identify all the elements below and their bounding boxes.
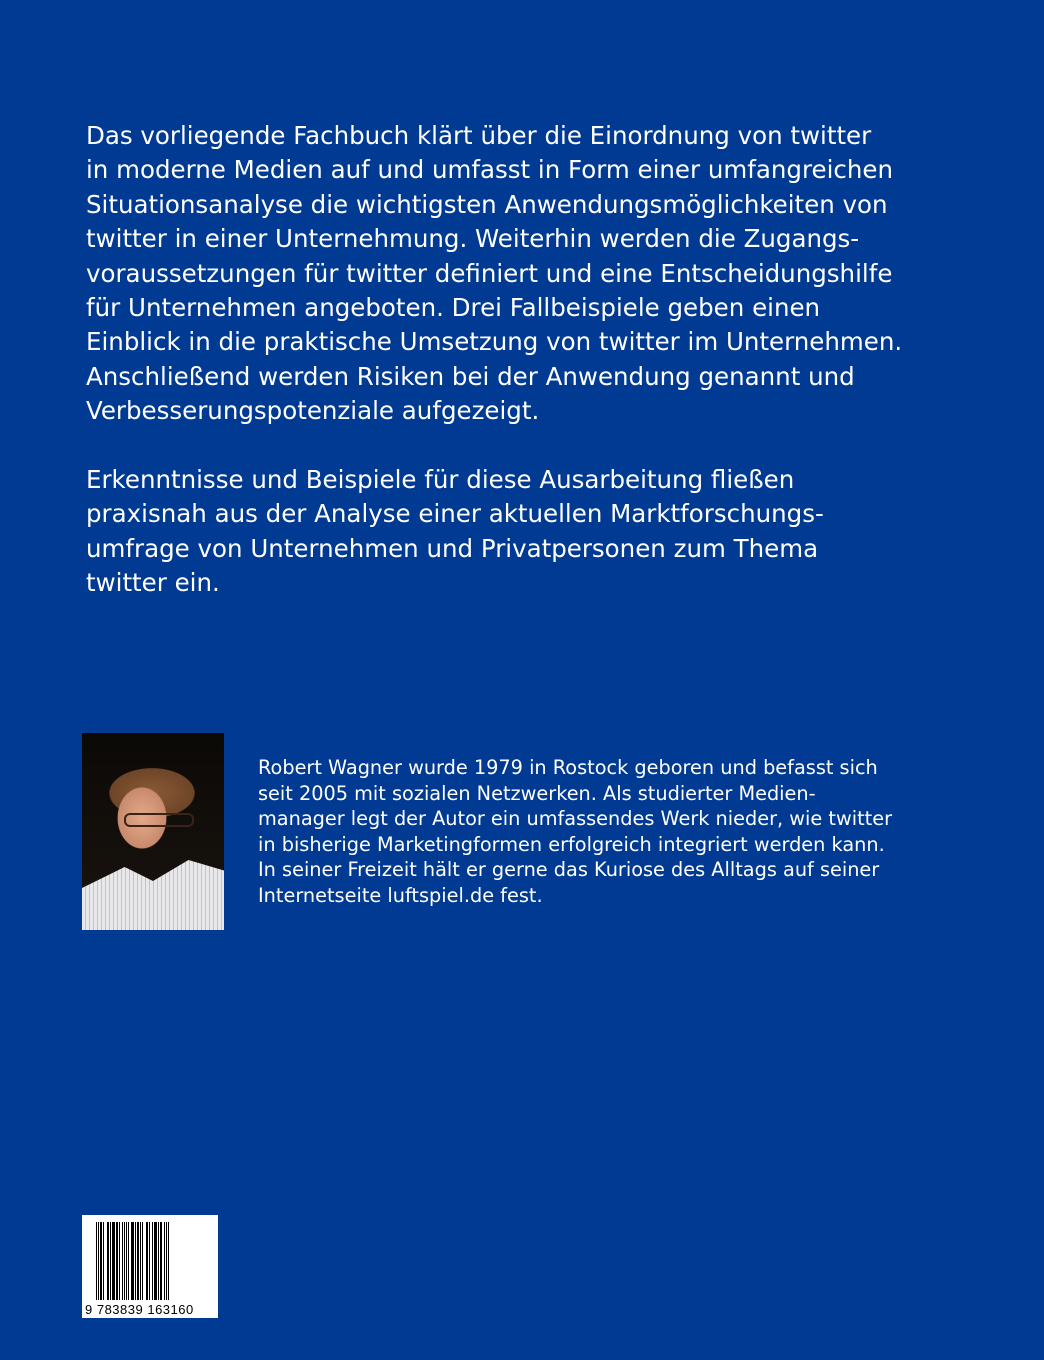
author-bio [258, 755, 892, 909]
text-line: seit 2005 mit sozialen Netzwerken. Als studierter Medien- [258, 781, 816, 805]
isbn-barcode [82, 1215, 218, 1318]
text-line: Anschließend werden Risiken bei der Anwendung genannt und [86, 361, 855, 391]
author-photo [82, 733, 224, 930]
text-line: Robert Wagner wurde 1979 in Rostock geboren und befasst sich [258, 756, 878, 779]
description-paragraph-2 [86, 463, 824, 601]
text-line: praxisnah aus der Analyse einer aktuellen Marktforschungs- [86, 499, 824, 529]
text-line: twitter ein. [86, 568, 220, 598]
shirt-shape [82, 860, 224, 930]
text-line: in moderne Medien auf und umfasst in Form einer umfangreichen [86, 155, 893, 185]
text-line: In seiner Freizeit hält er gerne das Kuriose des Alltags auf seiner [258, 858, 880, 882]
glasses-shape [124, 813, 194, 827]
text-line: manager legt der Autor ein umfassendes Werk nieder, wie twitter [258, 807, 893, 831]
barcode-bar [169, 1222, 170, 1300]
text-line: für Unternehmen angeboten. Drei Fallbeispiele geben einen [86, 292, 821, 322]
text-line: Das vorliegende Fachbuch klärt über die Einordnung von twitter [86, 121, 872, 150]
barcode-bars [96, 1222, 208, 1300]
text-line: voraussetzungen für twitter definiert und eine Entscheidungshilfe [86, 258, 893, 288]
text-line: Internetseite luftspiel.de fest. [258, 883, 543, 907]
text-line: in bisherige Marketingformen erfolgreich integriert werden kann. [258, 832, 885, 856]
text-line: Einblick in die praktische Umsetzung von twitter im Unternehmen. [86, 327, 903, 357]
text-line: Erkenntnisse und Beispiele für diese Ausarbeitung fließen [86, 465, 795, 494]
text-line: Situationsanalyse die wichtigsten Anwendungsmöglichkeiten von [86, 189, 888, 219]
text-line: twitter in einer Unternehmung. Weiterhin werden die Zugangs- [86, 224, 860, 254]
description-paragraph-1 [86, 119, 902, 429]
text-line: Verbesserungspotenziale aufgezeigt. [86, 396, 540, 426]
isbn-number: 9 783839 163160 [85, 1302, 194, 1317]
text-line: umfrage von Unternehmen und Privatpersonen zum Thema [86, 533, 819, 563]
